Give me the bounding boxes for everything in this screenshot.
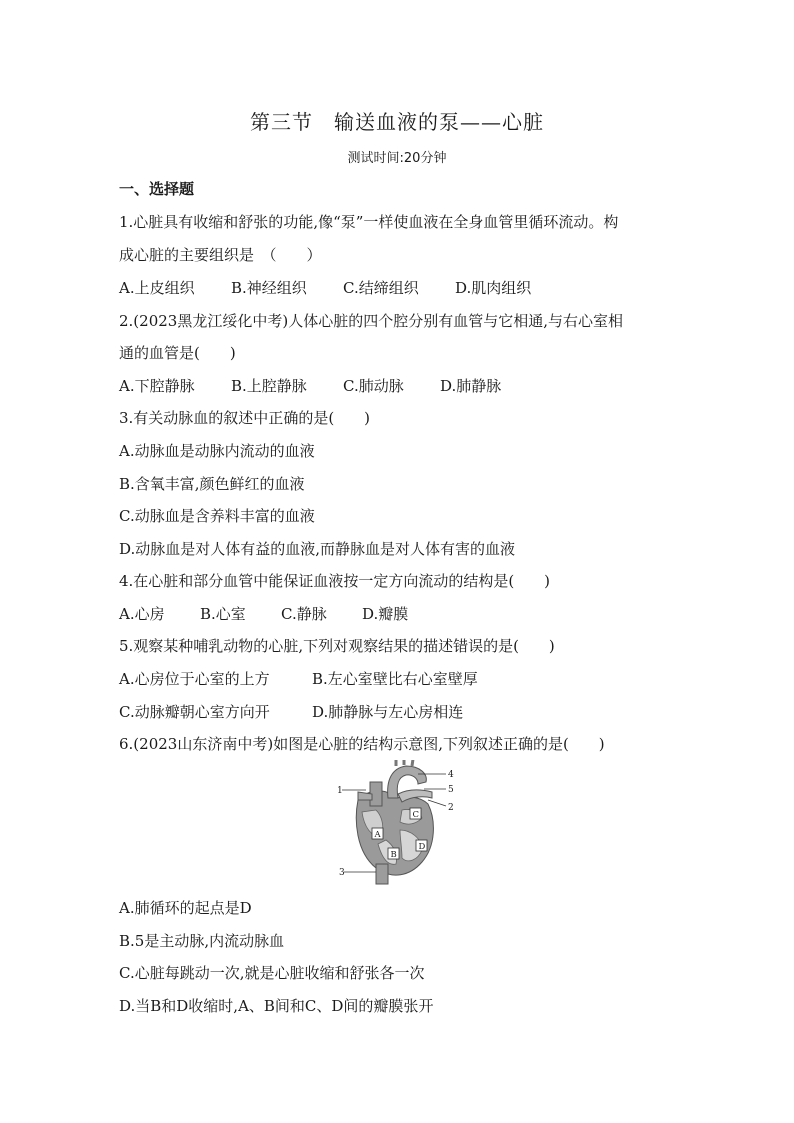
q2-options: [119, 375, 501, 396]
q4-option-a[interactable]: A.心房: [119, 605, 165, 623]
q1-option-c[interactable]: C.结缔组织: [343, 279, 419, 297]
q3-stem: 3.有关动脉血的叙述中正确的是( ): [119, 409, 371, 427]
q5-option-c[interactable]: C.动脉瓣朝心室方向开: [119, 703, 270, 721]
q1-options: [119, 277, 531, 298]
q3-option-c[interactable]: C.动脉血是含养料丰富的血液: [119, 507, 315, 525]
test-time: 测试时间:20分钟: [347, 151, 447, 166]
q6-option-d[interactable]: D.当B和D收缩时,A、B间和C、D间的瓣膜张开: [119, 997, 434, 1015]
q2-stem-line1: 2.(2023黑龙江绥化中考)人体心脏的四个腔分别有血管与它相通,与右心室相: [119, 312, 623, 330]
q6-option-a[interactable]: A.肺循环的起点是D: [119, 899, 252, 917]
q3-option-b[interactable]: B.含氧丰富,颜色鲜红的血液: [119, 475, 305, 493]
q1-stem-line1: 1.心脏具有收缩和舒张的功能,像“泵”一样使血液在全身血管里循环流动。构: [119, 213, 619, 231]
label-1: 1: [337, 786, 343, 796]
page-title: 第三节 输送血液的泵——心脏: [250, 110, 544, 134]
label-5: 5: [448, 785, 454, 795]
q1-option-a[interactable]: A.上皮组织: [119, 279, 195, 297]
q5-option-b[interactable]: B.左心室壁比右心室壁厚: [312, 670, 478, 688]
label-4: 4: [448, 770, 454, 780]
label-c: C: [412, 810, 420, 820]
q3-option-a[interactable]: A.动脉血是动脉内流动的血液: [119, 442, 315, 460]
heart-structure-diagram: [336, 760, 460, 886]
q5-option-d[interactable]: D.肺静脉与左心房相连: [312, 703, 464, 721]
q2-option-b[interactable]: B.上腔静脉: [231, 377, 307, 395]
q2-stem-line2: 通的血管是( ): [119, 344, 236, 362]
q6-option-c[interactable]: C.心脏每跳动一次,就是心脏收缩和舒张各一次: [119, 964, 425, 982]
q1-option-b[interactable]: B.神经组织: [231, 279, 307, 297]
q4-option-d[interactable]: D.瓣膜: [362, 605, 409, 623]
q2-option-d[interactable]: D.肺静脉: [440, 377, 502, 395]
q4-option-b[interactable]: B.心室: [200, 605, 246, 623]
q2-option-c[interactable]: C.肺动脉: [343, 377, 404, 395]
label-a: A: [374, 830, 381, 840]
label-b: B: [390, 850, 397, 860]
label-2: 2: [448, 803, 454, 813]
label-d: D: [418, 842, 426, 852]
q4-options: [119, 603, 408, 624]
q2-option-a[interactable]: A.下腔静脉: [119, 377, 195, 395]
label-3: 3: [339, 868, 345, 878]
q1-option-d[interactable]: D.肌肉组织: [455, 279, 532, 297]
q1-stem-line2: 成心脏的主要组织是 （ ）: [119, 246, 322, 264]
q5-options-row2: [119, 701, 463, 722]
q5-stem: 5.观察某种哺乳动物的心脏,下列对观察结果的描述错误的是( ): [119, 637, 555, 655]
section-heading: 一、选择题: [119, 180, 195, 198]
q6-option-b[interactable]: B.5是主动脉,内流动脉血: [119, 932, 285, 950]
q4-option-c[interactable]: C.静脉: [281, 605, 327, 623]
q5-options-row1: [119, 668, 478, 689]
q3-option-d[interactable]: D.动脉血是对人体有益的血液,而静脉血是对人体有害的血液: [119, 540, 516, 558]
q6-stem: 6.(2023山东济南中考)如图是心脏的结构示意图,下列叙述正确的是( ): [119, 735, 605, 753]
q5-option-a[interactable]: A.心房位于心室的上方: [119, 670, 270, 688]
q4-stem: 4.在心脏和部分血管中能保证血液按一定方向流动的结构是( ): [119, 572, 551, 590]
inferior-vena-cava: [376, 864, 388, 884]
